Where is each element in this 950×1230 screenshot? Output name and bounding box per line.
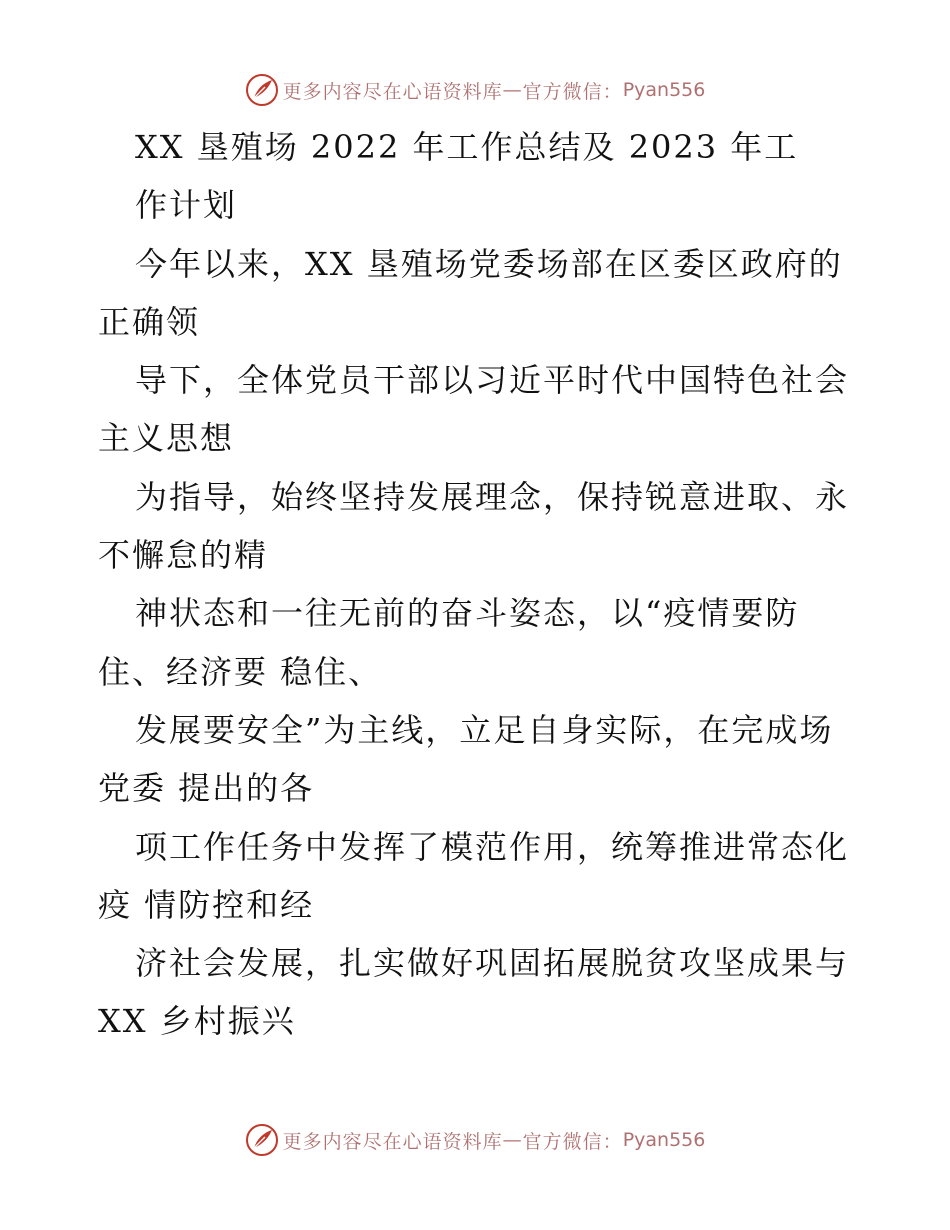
feather-pen-logo-icon — [245, 73, 279, 107]
watermark-banner-top — [0, 70, 950, 110]
document-title-line-1: XX 垦殖场 2022 年工作总结及 2023 年工 — [135, 128, 799, 166]
paragraph-line: 济社会发展，扎实做好巩固拓展脱贫攻坚成果与 — [135, 944, 850, 982]
paragraph-line: 住、经济要 稳住、 — [98, 653, 383, 691]
paragraph-line: 神状态和一往无前的奋斗姿态，以“疫情要防 — [135, 594, 800, 632]
paragraph-line: 项工作任务中发挥了模范作用，统筹推进常态化 — [135, 828, 850, 866]
paragraph-line: 党委 提出的各 — [98, 769, 315, 807]
watermark-contact: 官方微信： — [522, 1130, 623, 1153]
paragraph-line: 为指导，始终坚持发展理念，保持锐意进取、永 — [135, 478, 850, 516]
paragraph-line: 正确领 — [98, 303, 201, 341]
watermark-separator: — — [502, 1129, 523, 1151]
watermark-id: Pyan556 — [622, 1129, 706, 1151]
paragraph-line: 发展要安全”为主线，立足自身实际，在完成场 — [135, 711, 834, 749]
watermark-banner-bottom — [0, 1120, 950, 1160]
paragraph-line: 疫 情防控和经 — [98, 886, 315, 924]
paragraph-line: 今年以来，XX 垦殖场党委场部在区委区政府的 — [135, 245, 843, 283]
paragraph-line: XX 乡村振兴 — [98, 1002, 296, 1040]
feather-pen-logo-icon — [245, 1123, 279, 1157]
paragraph-line: 主义思想 — [98, 419, 235, 457]
watermark-text: 更多内容尽在心语资料库 — [282, 1130, 503, 1153]
watermark-id: Pyan556 — [622, 79, 706, 101]
document-title-line-2: 作计划 — [135, 186, 238, 224]
watermark-separator: — — [502, 79, 523, 101]
paragraph-line: 导下，全体党员干部以习近平时代中国特色社会 — [135, 361, 850, 399]
watermark-contact: 官方微信： — [522, 80, 623, 103]
paragraph-line: 不懈怠的精 — [98, 536, 269, 574]
watermark-text: 更多内容尽在心语资料库 — [282, 80, 503, 103]
